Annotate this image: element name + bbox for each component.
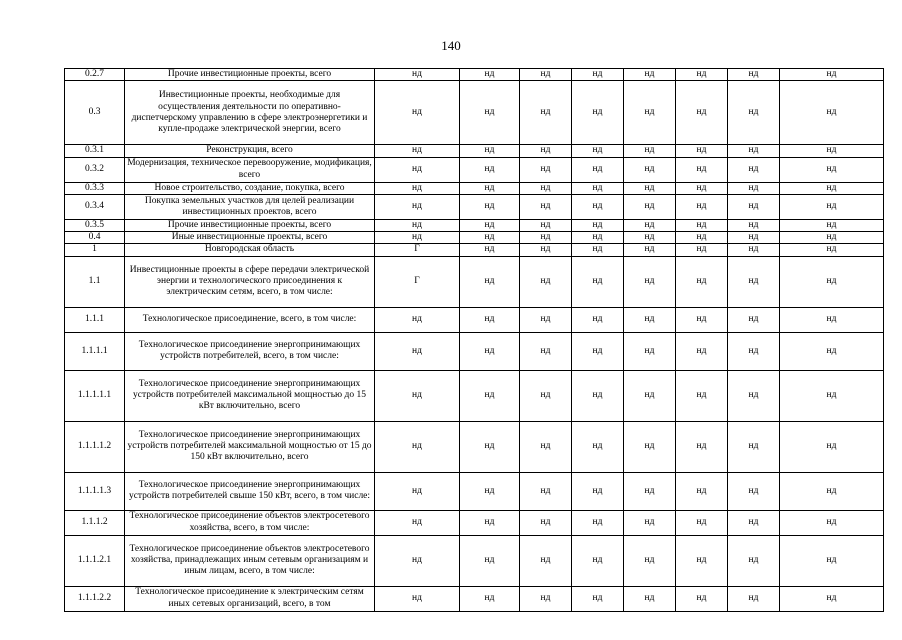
row-value-cell: нд xyxy=(375,510,460,535)
row-value-cell: нд xyxy=(460,370,520,421)
row-value-cell: нд xyxy=(520,182,572,194)
row-code: 0.2.7 xyxy=(65,69,125,81)
row-value-cell: нд xyxy=(624,307,676,332)
table-row xyxy=(65,244,884,256)
row-value-cell: нд xyxy=(780,510,884,535)
row-value-cell: нд xyxy=(375,69,460,81)
row-value-cell: нд xyxy=(676,307,728,332)
row-value-cell: нд xyxy=(624,69,676,81)
row-value-cell: нд xyxy=(460,256,520,307)
row-value-cell: нд xyxy=(624,182,676,194)
row-value-cell: нд xyxy=(780,157,884,182)
row-value-cell: нд xyxy=(572,244,624,256)
row-value-cell: нд xyxy=(676,586,728,611)
row-code: 1.1.1.2.1 xyxy=(65,535,125,586)
row-code: 0.3 xyxy=(65,81,125,145)
row-value-cell: нд xyxy=(728,145,780,157)
row-value-cell: нд xyxy=(728,232,780,244)
row-code: 0.3.5 xyxy=(65,219,125,231)
row-value-cell: нд xyxy=(375,182,460,194)
table-row xyxy=(65,69,884,81)
table-row xyxy=(65,307,884,332)
row-code: 1.1.1.1.2 xyxy=(65,421,125,472)
row-value-cell: нд xyxy=(375,145,460,157)
row-value-cell: нд xyxy=(676,472,728,510)
row-value-cell: нд xyxy=(676,370,728,421)
table-row xyxy=(65,510,884,535)
row-value-cell: нд xyxy=(624,232,676,244)
row-value-cell: нд xyxy=(676,194,728,219)
investment-projects-table xyxy=(64,68,884,612)
row-value-cell: нд xyxy=(624,586,676,611)
row-value-cell: нд xyxy=(624,256,676,307)
row-value-cell: нд xyxy=(572,510,624,535)
row-value-cell: нд xyxy=(728,332,780,370)
row-value-cell: нд xyxy=(460,535,520,586)
table-row xyxy=(65,182,884,194)
table-row xyxy=(65,586,884,611)
row-value-cell: нд xyxy=(624,332,676,370)
row-value-cell: нд xyxy=(572,194,624,219)
row-value-cell: нд xyxy=(520,81,572,145)
row-code: 1.1.1.1.1 xyxy=(65,370,125,421)
row-value-cell: нд xyxy=(676,69,728,81)
row-value-cell: нд xyxy=(520,332,572,370)
table-row xyxy=(65,81,884,145)
row-value-cell: нд xyxy=(460,194,520,219)
row-value-cell: нд xyxy=(780,256,884,307)
row-value-cell: нд xyxy=(624,194,676,219)
row-value-cell: нд xyxy=(676,157,728,182)
row-value-cell: нд xyxy=(676,182,728,194)
row-value-cell: нд xyxy=(572,256,624,307)
row-value-cell: нд xyxy=(572,472,624,510)
row-code: 0.3.4 xyxy=(65,194,125,219)
table-row xyxy=(65,157,884,182)
row-value-cell: нд xyxy=(780,421,884,472)
row-name: Модернизация, техническое перевооружение, модификация, всего xyxy=(125,157,375,182)
row-value-cell: нд xyxy=(780,194,884,219)
row-code: 1.1 xyxy=(65,256,125,307)
table-row xyxy=(65,194,884,219)
row-value-cell: нд xyxy=(624,472,676,510)
row-value-cell: нд xyxy=(728,370,780,421)
row-value-cell: нд xyxy=(624,81,676,145)
row-value-cell: нд xyxy=(572,219,624,231)
row-value-cell: нд xyxy=(460,145,520,157)
row-value-cell: нд xyxy=(375,421,460,472)
row-value-cell: нд xyxy=(520,535,572,586)
row-value-cell: нд xyxy=(780,219,884,231)
row-value-cell: нд xyxy=(375,332,460,370)
row-value-cell: нд xyxy=(572,535,624,586)
row-value-cell: нд xyxy=(460,232,520,244)
row-value-cell: нд xyxy=(375,219,460,231)
row-name: Технологическое присоединение, всего, в том числе: xyxy=(125,307,375,332)
row-value-cell: нд xyxy=(520,232,572,244)
row-value-cell: нд xyxy=(460,307,520,332)
row-name: Прочие инвестиционные проекты, всего xyxy=(125,69,375,81)
row-name: Иные инвестиционные проекты, всего xyxy=(125,232,375,244)
row-value-cell: нд xyxy=(728,510,780,535)
page-number: 140 xyxy=(441,38,461,53)
row-code: 1.1.1.1 xyxy=(65,332,125,370)
row-value-cell: нд xyxy=(460,332,520,370)
row-value-cell: нд xyxy=(375,472,460,510)
row-name: Новгородская область xyxy=(125,244,375,256)
row-value-cell: нд xyxy=(375,307,460,332)
row-value-cell: нд xyxy=(728,535,780,586)
row-code: 1.1.1.2 xyxy=(65,510,125,535)
row-value-cell: нд xyxy=(572,307,624,332)
row-value-cell: нд xyxy=(728,182,780,194)
row-value-cell: нд xyxy=(520,370,572,421)
row-code: 1.1.1.1.3 xyxy=(65,472,125,510)
row-value-cell: нд xyxy=(780,182,884,194)
row-value-cell: нд xyxy=(780,332,884,370)
row-value-cell: нд xyxy=(460,244,520,256)
row-value-cell: нд xyxy=(676,81,728,145)
row-code: 0.3.2 xyxy=(65,157,125,182)
row-name: Реконструкция, всего xyxy=(125,145,375,157)
row-value-cell: нд xyxy=(728,81,780,145)
row-name: Технологическое присоединение энергопринимающих устройств потребителей свыше 150 кВт, всего, в том числе: xyxy=(125,472,375,510)
row-value-cell: нд xyxy=(780,472,884,510)
table-row xyxy=(65,472,884,510)
row-value-cell: нд xyxy=(572,157,624,182)
row-name: Технологическое присоединение энергопринимающих устройств потребителей, всего, в том числе: xyxy=(125,332,375,370)
row-value-cell: нд xyxy=(728,586,780,611)
row-value-cell: нд xyxy=(572,145,624,157)
table-row xyxy=(65,535,884,586)
row-name: Покупка земельных участков для целей реализации инвестиционных проектов, всего xyxy=(125,194,375,219)
row-value-cell: нд xyxy=(460,81,520,145)
row-value-cell: нд xyxy=(728,256,780,307)
row-value-cell: нд xyxy=(375,370,460,421)
row-value-cell: нд xyxy=(676,421,728,472)
row-value-cell: нд xyxy=(624,219,676,231)
row-value-cell: нд xyxy=(728,244,780,256)
table-row xyxy=(65,256,884,307)
row-value-cell: нд xyxy=(520,472,572,510)
row-value-cell: нд xyxy=(624,370,676,421)
row-value-cell: нд xyxy=(676,535,728,586)
row-value-cell: нд xyxy=(676,244,728,256)
row-value-cell: нд xyxy=(520,510,572,535)
row-value-cell: нд xyxy=(460,510,520,535)
row-value-cell: нд xyxy=(375,535,460,586)
row-value-cell: Г xyxy=(375,256,460,307)
row-value-cell: нд xyxy=(676,232,728,244)
row-value-cell: нд xyxy=(624,157,676,182)
row-code: 0.4 xyxy=(65,232,125,244)
row-value-cell: нд xyxy=(460,219,520,231)
row-value-cell: нд xyxy=(520,421,572,472)
row-value-cell: нд xyxy=(375,157,460,182)
row-value-cell: нд xyxy=(520,145,572,157)
row-value-cell: нд xyxy=(572,69,624,81)
row-value-cell: нд xyxy=(780,586,884,611)
row-value-cell: нд xyxy=(520,157,572,182)
row-value-cell: нд xyxy=(728,157,780,182)
row-value-cell: нд xyxy=(520,69,572,81)
row-name: Технологическое присоединение объектов электросетевого хозяйства, принадлежащих иным сетевым организациям и иным лицам, всего, в том числе: xyxy=(125,535,375,586)
row-code: 0.3.1 xyxy=(65,145,125,157)
row-code: 1.1.1 xyxy=(65,307,125,332)
table-body xyxy=(65,69,884,612)
row-value-cell: нд xyxy=(780,81,884,145)
row-value-cell: нд xyxy=(728,219,780,231)
row-value-cell: нд xyxy=(728,472,780,510)
row-name: Новое строительство, создание, покупка, всего xyxy=(125,182,375,194)
row-value-cell: нд xyxy=(460,421,520,472)
row-value-cell: нд xyxy=(780,535,884,586)
row-value-cell: нд xyxy=(572,370,624,421)
row-value-cell: нд xyxy=(780,145,884,157)
row-value-cell: нд xyxy=(728,194,780,219)
row-value-cell: нд xyxy=(676,510,728,535)
row-value-cell: нд xyxy=(460,69,520,81)
row-value-cell: нд xyxy=(520,194,572,219)
row-value-cell: нд xyxy=(624,510,676,535)
row-code: 1 xyxy=(65,244,125,256)
row-value-cell: нд xyxy=(572,81,624,145)
table-row xyxy=(65,332,884,370)
row-name: Инвестиционные проекты в сфере передачи электрической энергии и технологического присоединения к электрическим сетям, всего, в том числе: xyxy=(125,256,375,307)
row-value-cell: нд xyxy=(780,232,884,244)
row-name: Технологическое присоединение энергопринимающих устройств потребителей максимальной мощностью до 15 кВт включительно, всего xyxy=(125,370,375,421)
row-value-cell: нд xyxy=(460,157,520,182)
row-value-cell: нд xyxy=(375,194,460,219)
row-value-cell: нд xyxy=(676,219,728,231)
row-value-cell: нд xyxy=(624,421,676,472)
row-value-cell: нд xyxy=(460,472,520,510)
table-row xyxy=(65,145,884,157)
row-value-cell: нд xyxy=(375,586,460,611)
table-row xyxy=(65,370,884,421)
row-name: Технологическое присоединение объектов электросетевого хозяйства, всего, в том числе: xyxy=(125,510,375,535)
row-code: 1.1.1.2.2 xyxy=(65,586,125,611)
row-value-cell: нд xyxy=(572,586,624,611)
row-value-cell: нд xyxy=(624,535,676,586)
row-value-cell: нд xyxy=(728,69,780,81)
row-value-cell: нд xyxy=(520,219,572,231)
row-value-cell: нд xyxy=(572,182,624,194)
row-value-cell: нд xyxy=(375,232,460,244)
table-row xyxy=(65,421,884,472)
table-row xyxy=(65,232,884,244)
row-value-cell: нд xyxy=(460,182,520,194)
row-value-cell: нд xyxy=(375,81,460,145)
row-value-cell: нд xyxy=(624,145,676,157)
row-value-cell: нд xyxy=(676,145,728,157)
row-value-cell: нд xyxy=(520,586,572,611)
row-value-cell: нд xyxy=(520,256,572,307)
row-value-cell: Г xyxy=(375,244,460,256)
row-value-cell: нд xyxy=(728,421,780,472)
row-value-cell: нд xyxy=(728,307,780,332)
row-value-cell: нд xyxy=(572,232,624,244)
row-value-cell: нд xyxy=(676,332,728,370)
row-value-cell: нд xyxy=(624,244,676,256)
row-code: 0.3.3 xyxy=(65,182,125,194)
row-value-cell: нд xyxy=(520,307,572,332)
table-row xyxy=(65,219,884,231)
row-value-cell: нд xyxy=(676,256,728,307)
row-name: Технологическое присоединение энергопринимающих устройств потребителей максимальной мощностью от 15 до 150 кВт включительно, всего xyxy=(125,421,375,472)
row-value-cell: нд xyxy=(520,244,572,256)
row-value-cell: нд xyxy=(780,370,884,421)
row-value-cell: нд xyxy=(460,586,520,611)
row-value-cell: нд xyxy=(780,69,884,81)
row-value-cell: нд xyxy=(572,332,624,370)
row-value-cell: нд xyxy=(780,244,884,256)
row-name: Инвестиционные проекты, необходимые для осуществления деятельности по оперативно-диспетчерскому управлению в сфере электроэнергетики и купле-продаже электрической энергии, всего xyxy=(125,81,375,145)
row-value-cell: нд xyxy=(572,421,624,472)
row-name: Технологическое присоединение к электрическим сетям иных сетевых организаций, всего, в том xyxy=(125,586,375,611)
row-name: Прочие инвестиционные проекты, всего xyxy=(125,219,375,231)
row-value-cell: нд xyxy=(780,307,884,332)
